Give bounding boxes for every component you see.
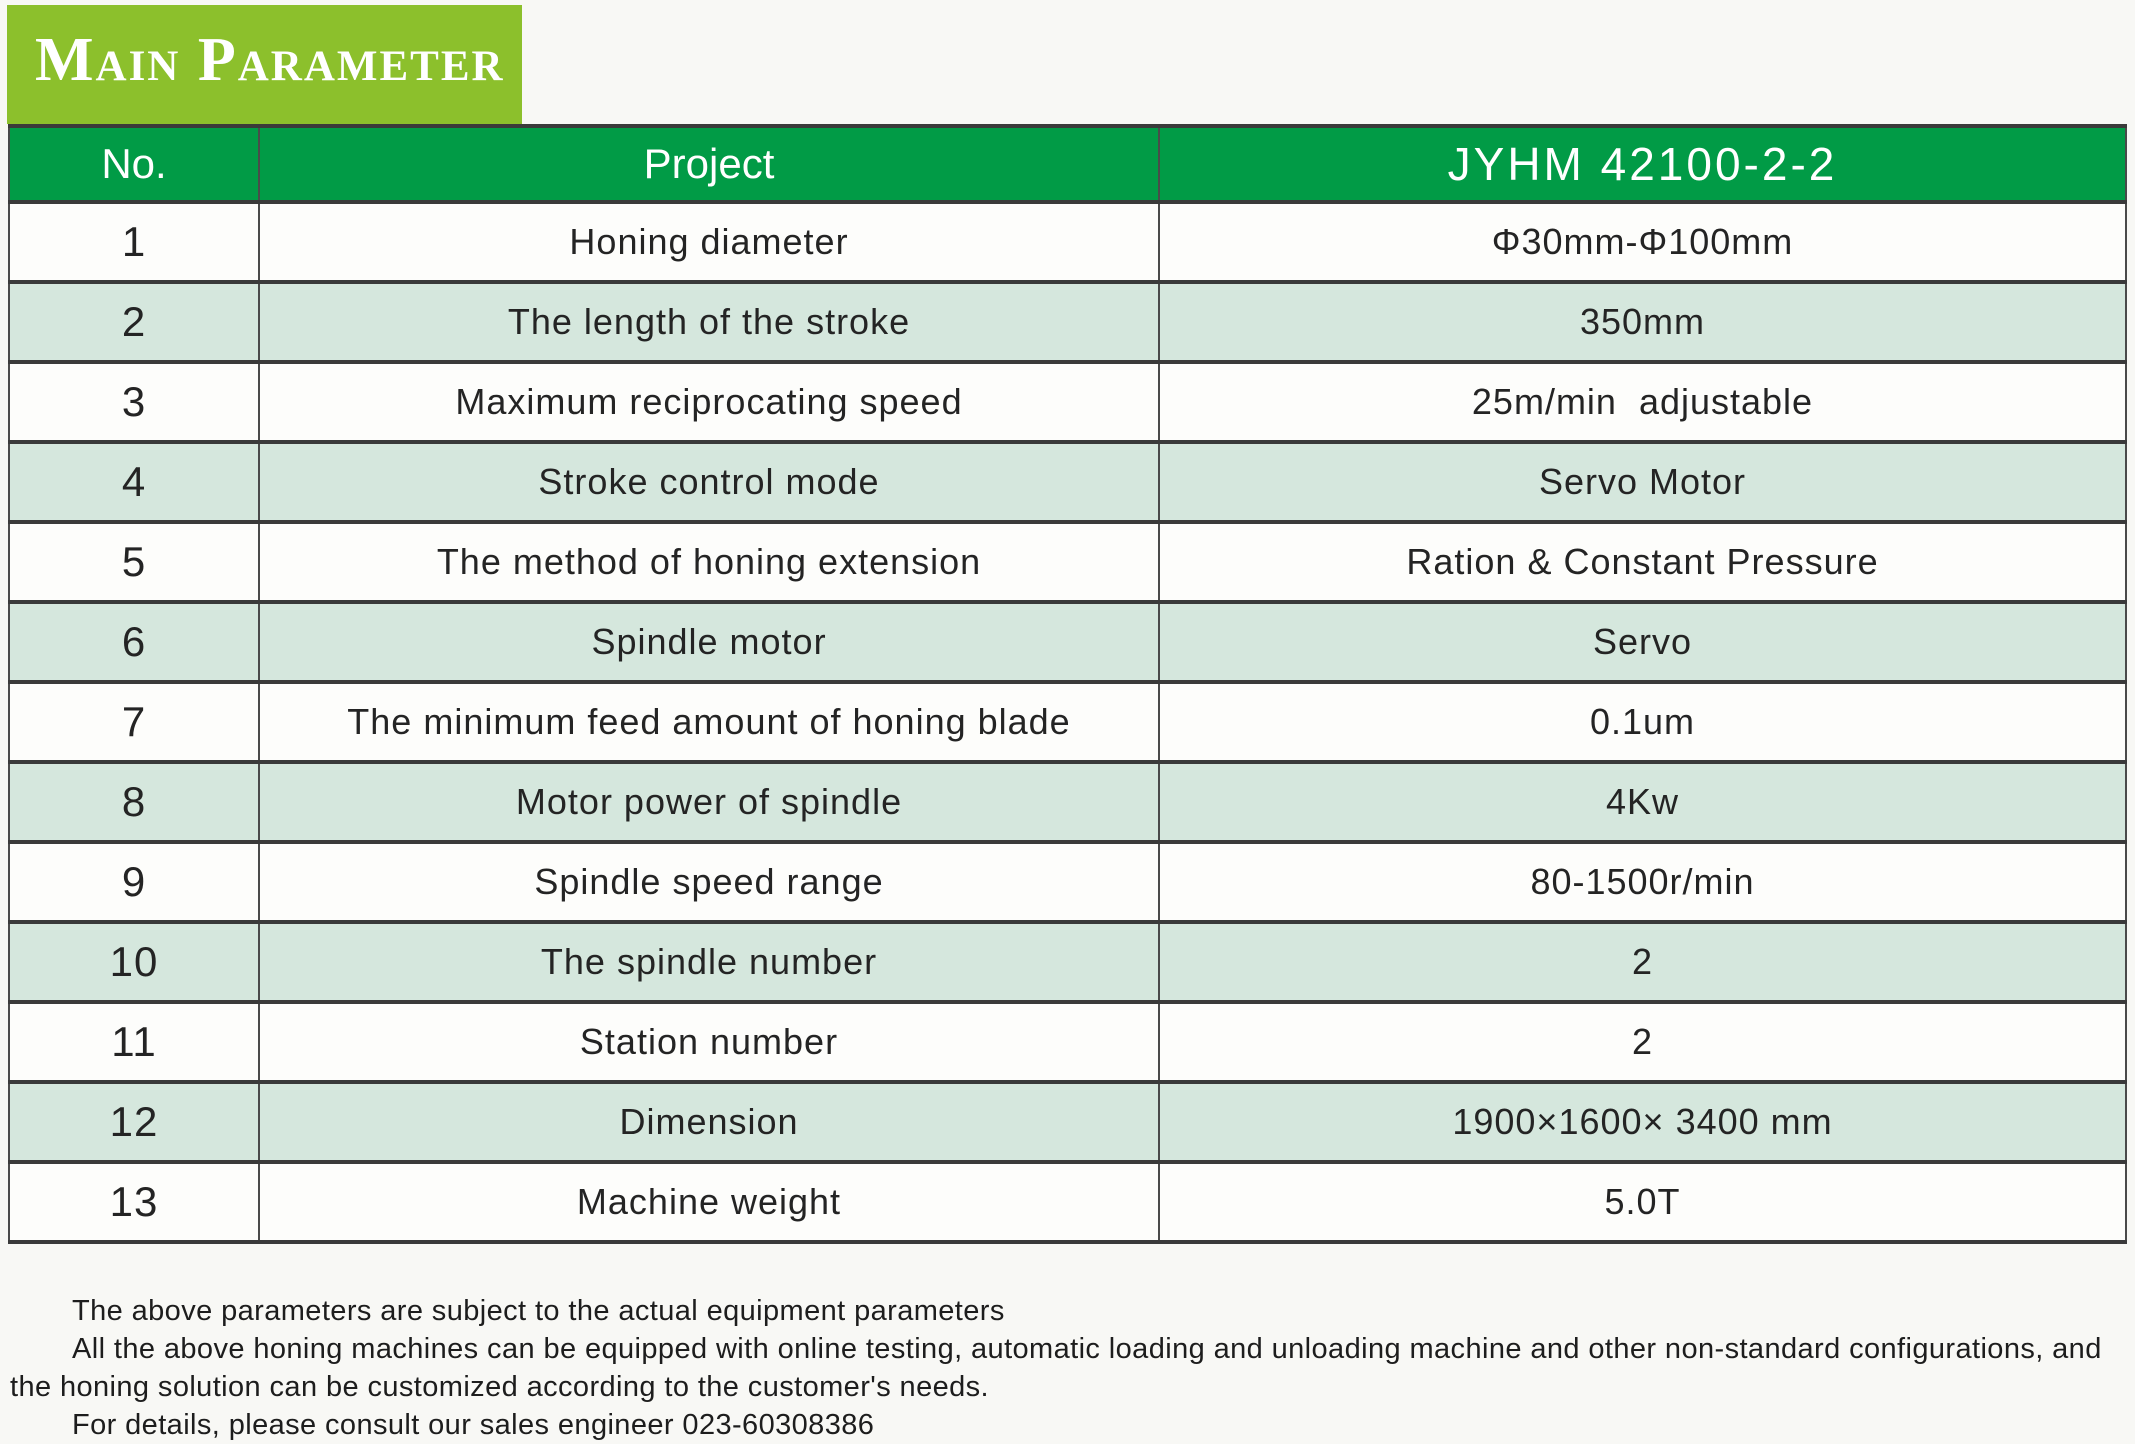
table-row	[9, 682, 2126, 762]
table-body	[9, 202, 2126, 1242]
table-row	[9, 282, 2126, 362]
row-number-cell: 6	[9, 602, 259, 682]
project-cell: The minimum feed amount of honing blade	[259, 682, 1159, 762]
project-cell: Dimension	[259, 1082, 1159, 1162]
project-cell: The method of honing extension	[259, 522, 1159, 602]
row-number-cell: 7	[9, 682, 259, 762]
value-cell: 350mm	[1159, 282, 2126, 362]
row-number-cell: 3	[9, 362, 259, 442]
value-cell: 2	[1159, 1002, 2126, 1082]
footnotes	[10, 1292, 2122, 1444]
row-number-cell: 9	[9, 842, 259, 922]
project-cell: Maximum reciprocating speed	[259, 362, 1159, 442]
value-cell: 2	[1159, 922, 2126, 1002]
table-row	[9, 1082, 2126, 1162]
value-cell: 1900×1600× 3400 mm	[1159, 1082, 2126, 1162]
header-no: No.	[9, 126, 259, 202]
table-row	[9, 522, 2126, 602]
value-cell: 4Kw	[1159, 762, 2126, 842]
table-row	[9, 1002, 2126, 1082]
table-row	[9, 602, 2126, 682]
row-number-cell: 11	[9, 1002, 259, 1082]
table-row	[9, 362, 2126, 442]
page-title-banner	[7, 5, 522, 124]
header-project: Project	[259, 126, 1159, 202]
row-number-cell: 2	[9, 282, 259, 362]
row-number-cell: 4	[9, 442, 259, 522]
project-cell: The length of the stroke	[259, 282, 1159, 362]
footnote-line: For details, please consult our sales engineer 023-60308386	[72, 1409, 875, 1441]
row-number-cell: 12	[9, 1082, 259, 1162]
project-cell: Machine weight	[259, 1162, 1159, 1242]
table-row	[9, 442, 2126, 522]
footnote-line: All the above honing machines can be equipped with online testing, automatic loading and unloading machine and other non-standard configurations, and the honing solution can be customized according to the customer's needs.	[10, 1333, 2102, 1403]
project-cell: Honing diameter	[259, 202, 1159, 282]
value-cell: Servo Motor	[1159, 442, 2126, 522]
table-row	[9, 762, 2126, 842]
value-cell: Φ30mm-Φ100mm	[1159, 202, 2126, 282]
value-cell: Ration & Constant Pressure	[1159, 522, 2126, 602]
table-header	[9, 126, 2126, 202]
project-cell: Motor power of spindle	[259, 762, 1159, 842]
row-number-cell: 10	[9, 922, 259, 1002]
value-cell: Servo	[1159, 602, 2126, 682]
footnote-line: The above parameters are subject to the actual equipment parameters	[72, 1295, 1005, 1327]
value-cell: 80-1500r/min	[1159, 842, 2126, 922]
project-cell: The spindle number	[259, 922, 1159, 1002]
header-model: JYHM 42100-2-2	[1159, 126, 2126, 202]
table-row	[9, 202, 2126, 282]
header-row	[9, 126, 2126, 202]
row-number-cell: 13	[9, 1162, 259, 1242]
parameter-table	[8, 124, 2127, 1244]
value-cell: 0.1um	[1159, 682, 2126, 762]
project-cell: Spindle speed range	[259, 842, 1159, 922]
project-cell: Stroke control mode	[259, 442, 1159, 522]
project-cell: Spindle motor	[259, 602, 1159, 682]
table-row	[9, 842, 2126, 922]
table-row	[9, 922, 2126, 1002]
row-number-cell: 5	[9, 522, 259, 602]
page-title: Main Parameter	[35, 25, 505, 94]
row-number-cell: 8	[9, 762, 259, 842]
value-cell: 5.0T	[1159, 1162, 2126, 1242]
row-number-cell: 1	[9, 202, 259, 282]
project-cell: Station number	[259, 1002, 1159, 1082]
value-cell: 25m/min adjustable	[1159, 362, 2126, 442]
table-row	[9, 1162, 2126, 1242]
